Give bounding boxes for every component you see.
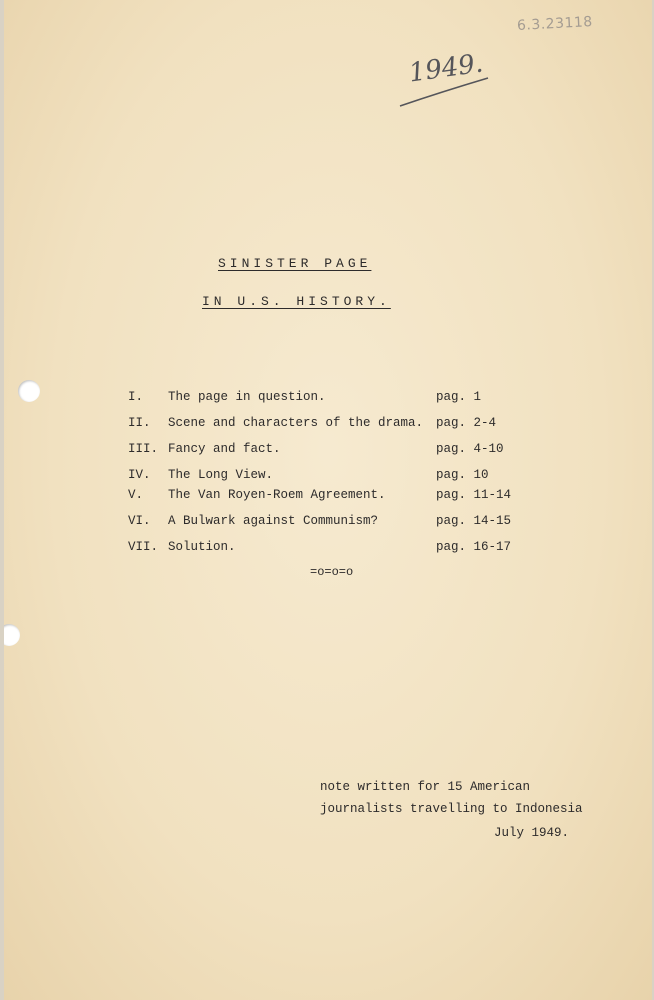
toc-page: pag. 14-15	[436, 514, 512, 528]
document-date: July 1949.	[494, 826, 570, 840]
toc-row	[128, 540, 548, 560]
handwritten-year-text: 1949.	[407, 48, 485, 89]
toc-number: VI.	[128, 514, 151, 528]
toc-row	[128, 442, 548, 462]
toc-row	[128, 468, 548, 488]
document-title-line1: SINISTER PAGE	[218, 256, 372, 271]
section-separator: =o=o=o	[310, 565, 354, 579]
toc-number: I.	[128, 390, 144, 404]
toc-row	[128, 416, 548, 436]
toc-title: Scene and characters of the drama.	[168, 416, 424, 430]
toc-row	[128, 488, 548, 508]
document-page	[4, 0, 652, 1000]
toc-number: II.	[128, 416, 151, 430]
note-block	[320, 776, 583, 820]
toc-title: The page in question.	[168, 390, 326, 404]
toc-page: pag. 1	[436, 390, 482, 404]
toc-title: The Van Royen-Roem Agreement.	[168, 488, 386, 502]
punch-hole	[18, 380, 40, 402]
toc-title: A Bulwark against Communism?	[168, 514, 379, 528]
toc-page: pag. 2-4	[436, 416, 497, 430]
note-line1: note written for 15 American	[320, 780, 531, 794]
toc-number: III.	[128, 442, 159, 456]
toc-number: V.	[128, 488, 144, 502]
toc-page: pag. 4-10	[436, 442, 504, 456]
toc-page: pag. 11-14	[436, 488, 512, 502]
toc-title: Solution.	[168, 540, 236, 554]
toc-page: pag. 16-17	[436, 540, 512, 554]
toc-page: pag. 10	[436, 468, 489, 482]
toc-number: IV.	[128, 468, 151, 482]
toc-title: Fancy and fact.	[168, 442, 281, 456]
toc-row	[128, 390, 548, 410]
note-line2: journalists travelling to Indonesia	[320, 802, 583, 816]
document-title-line2: IN U.S. HISTORY.	[202, 294, 391, 309]
toc-number: VII.	[128, 540, 159, 554]
handwritten-year-mark	[396, 48, 496, 110]
archive-number: 6.3.23118	[516, 14, 594, 34]
toc-row	[128, 514, 548, 534]
punch-hole	[4, 624, 20, 646]
toc-title: The Long View.	[168, 468, 274, 482]
